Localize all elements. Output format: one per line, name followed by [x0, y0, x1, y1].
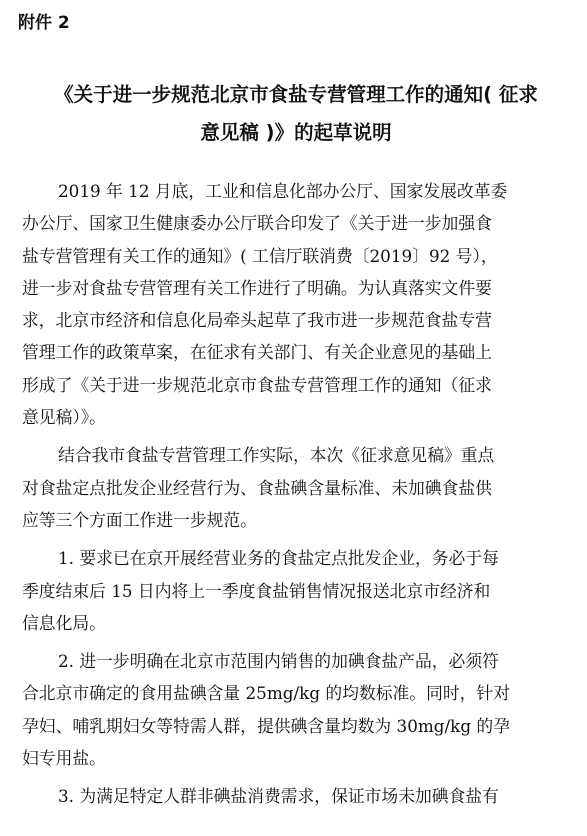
text-line: 孕妇、哺乳期妇女等特需人群，提供碘含量均数为 30mg/kg 的孕: [22, 715, 510, 736]
text-line: 应等三个方面工作进一步规范。: [22, 509, 257, 530]
text-line: 求，北京市经济和信息化局牵头起草了我市进一步规范食盐专营: [22, 310, 492, 331]
title-line: 意见稿 )》的起草说明: [200, 121, 392, 144]
text-line: 办公厅、国家卫生健康委办公厅联合印发了《关于进一步加强食: [22, 213, 492, 234]
attachment-label: 附件 2: [18, 13, 70, 33]
text-line: 盐专营管理有关工作的通知》( 工信厅联消费〔2019〕92 号），: [22, 245, 498, 266]
title-line: 《关于进一步规范北京市食盐专营管理工作的通知( 征求: [54, 83, 538, 106]
text-line: 结合我市食盐专营管理工作实际，本次《征求意见稿》重点: [58, 445, 495, 466]
text-line: 合北京市确定的食用盐碘含量 25mg/kg 的均数标准。同时，针对: [22, 683, 510, 704]
paragraph-summary: [22, 439, 574, 536]
paragraph-item-1: [22, 542, 574, 639]
text-line: 信息化局。: [22, 612, 106, 633]
text-line: 管理工作的政策草案，在征求有关部门、有关企业意见的基础上: [22, 342, 492, 363]
text-line: 妇专用盐。: [22, 748, 106, 769]
text-line: 3. 为满足特定人群非碘盐消费需求，保证市场未加碘食盐有: [58, 786, 499, 807]
text-line: 2. 进一步明确在北京市范围内销售的加碘食盐产品，必须符: [58, 651, 499, 672]
paragraph-item-2: [22, 645, 574, 774]
paragraph-background: [22, 175, 574, 433]
text-line: 季度结束后 15 日内将上一季度食盐销售情况报送北京市经济和: [22, 580, 491, 601]
text-line: 1. 要求已在京开展经营业务的食盐定点批发企业，务必于每: [58, 548, 499, 569]
document-title: [18, 76, 574, 152]
text-line: 对食盐定点批发企业经营行为、食盐碘含量标准、未加碘食盐供: [22, 477, 492, 498]
text-line: 形成了《关于进一步规范北京市食盐专营管理工作的通知（征求: [22, 374, 492, 395]
text-line: 意见稿）》。: [22, 407, 106, 428]
paragraph-item-3: [22, 780, 574, 812]
document-body: [22, 175, 574, 819]
text-line: 2019 年 12 月底，工业和信息化部办公厅、国家发展改革委: [58, 181, 508, 201]
text-line: 进一步对食盐专营管理有关工作进行了明确。为认真落实文件要: [22, 277, 492, 298]
